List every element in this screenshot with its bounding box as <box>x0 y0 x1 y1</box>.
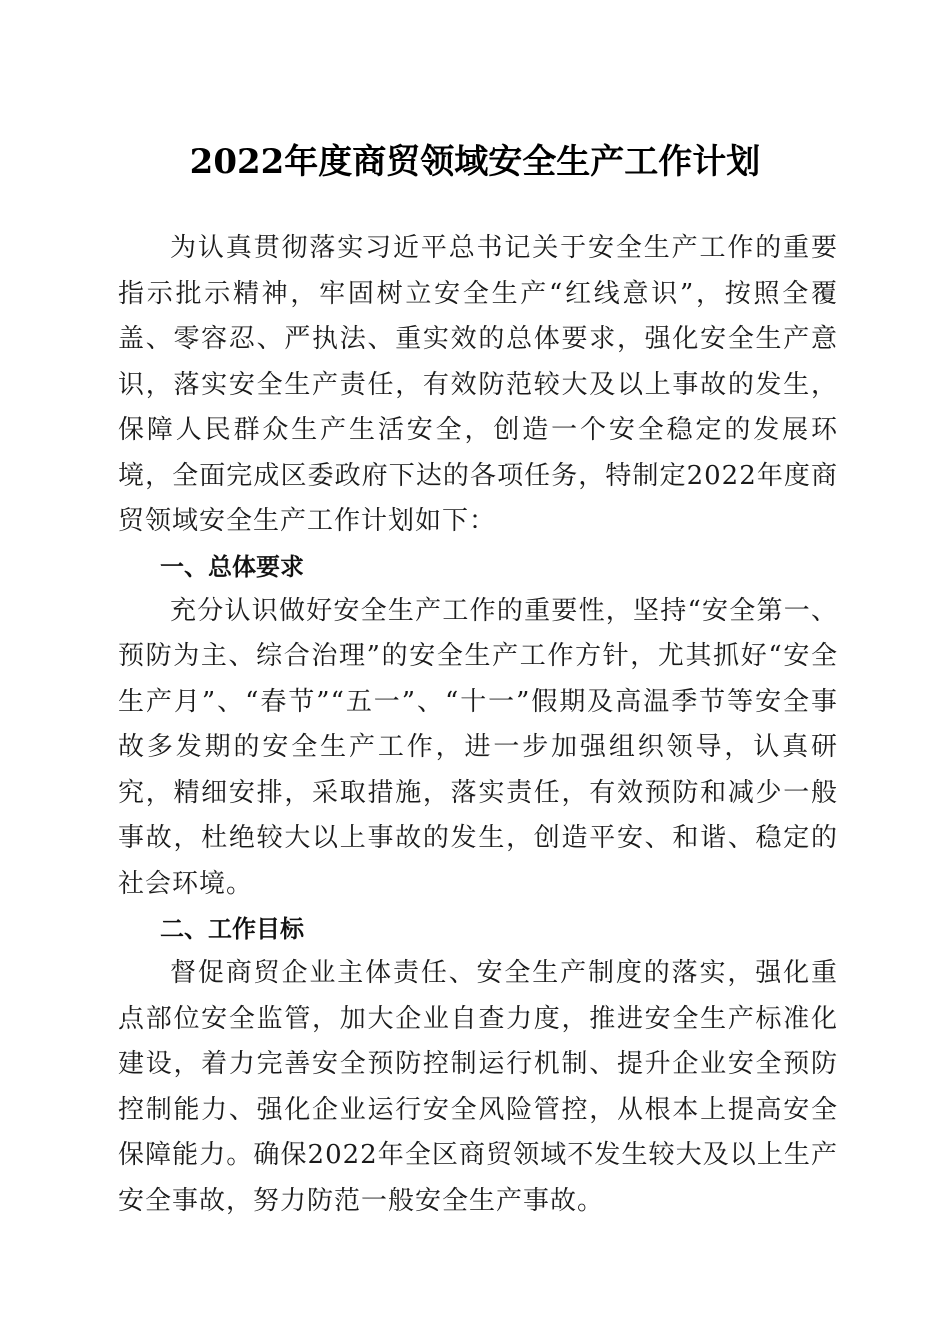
section-body-general-requirements: 充分认识做好安全生产工作的重要性，坚持“安全第一、预防为主、综合治理”的安全生产工作方针，尤其抓好“安全生产月”、“春节”“五一”、“十一”假期及高温季节等安全事故多发期的安全生产工作，进一步加强组织领导，认真研究，精细安排，采取措施，落实责任，有效预防和减少一般事故，杜绝较大以上事故的发生，创造平安、和谐、稳定的社会环境。 <box>118 595 838 899</box>
document-body <box>118 226 838 1224</box>
section-body-work-goals: 督促商贸企业主体责任、安全生产制度的落实，强化重点部位安全监管，加大企业自查力度，推进安全生产标准化建设，着力完善安全预防控制运行机制、提升企业安全预防控制能力、强化企业运行安全风险管控，从根本上提高安全保障能力。确保2022年全区商贸领域不发生较大及以上生产安全事故，努力防范一般安全生产事故。 <box>118 958 838 1216</box>
intro-paragraph: 为认真贯彻落实习近平总书记关于安全生产工作的重要指示批示精神，牢固树立安全生产“红线意识”，按照全覆盖、零容忍、严执法、重实效的总体要求，强化安全生产意识，落实安全生产责任，有效防范较大及以上事故的发生，保障人民群众生产生活安全，创造一个安全稳定的发展环境，全面完成区委政府下达的各项任务，特制定2022年度商贸领域安全生产工作计划如下： <box>118 233 838 536</box>
document-title: 2022年度商贸领域安全生产工作计划 <box>189 142 761 182</box>
section-heading-work-goals: 二、工作目标 <box>160 915 304 943</box>
section-heading-general-requirements: 一、总体要求 <box>160 552 304 581</box>
